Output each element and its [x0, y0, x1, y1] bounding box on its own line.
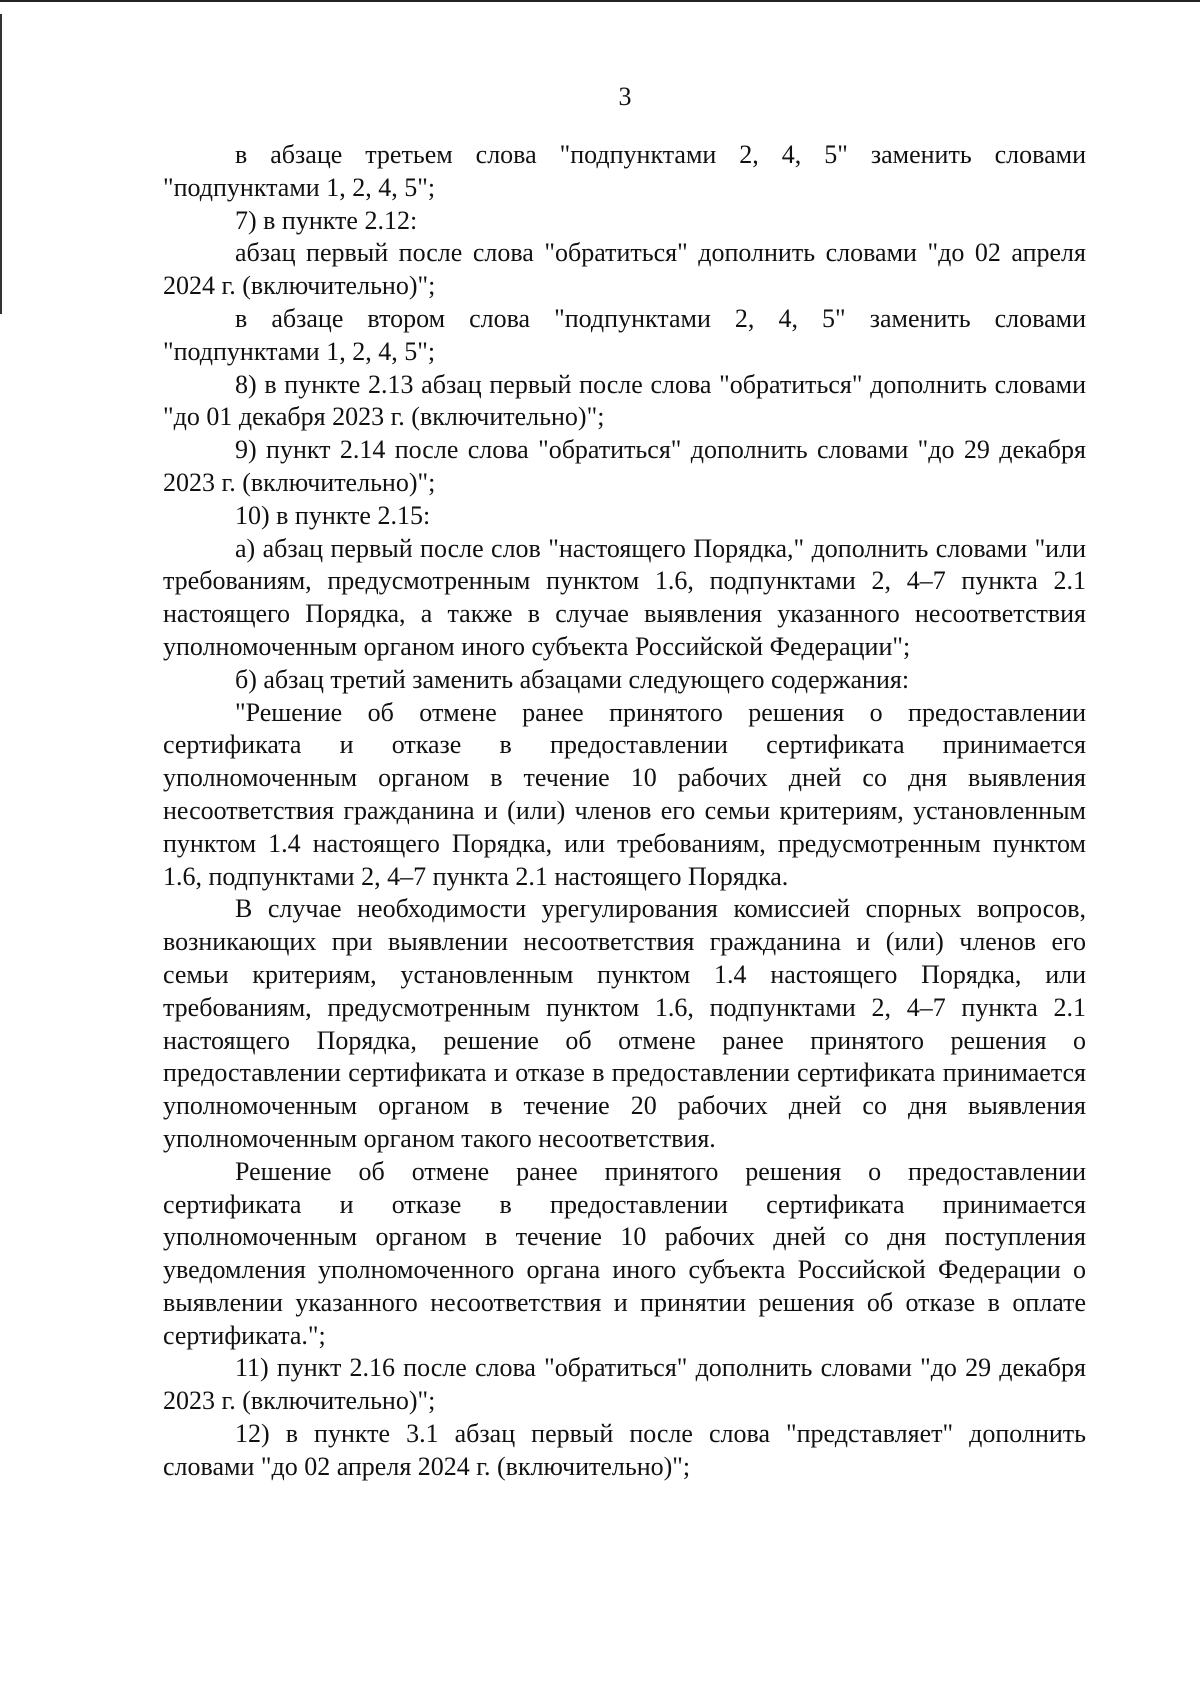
paragraph: б) абзац третий заменить абзацами следующего содержания: [235, 664, 910, 694]
paragraph: в абзаце третьем слова "подпунктами 2, 4, 5" заменить словами "подпунктами 1, 2, 4, 5"; [163, 140, 1086, 202]
page-number: 3 [618, 82, 632, 111]
paragraph: 12) в пункте 3.1 абзац первый после слова "представляет" дополнить словами "до 02 апреля 2024 г. (включительно)"; [163, 1419, 1086, 1481]
paragraph: в абзаце втором слова "подпунктами 2, 4, 5" заменить словами "подпунктами 1, 2, 4, 5"; [163, 303, 1086, 366]
paragraph: а) абзац первый после слов "настоящего Порядка," дополнить словами "или требованиям, предусмотренным пунктом 1.6, подпунктами 2, 4–7 пункта 2.1 настоящего Порядка, а также в случае выявления указанного несоответствия уполномоченным органом иного субъекта Российской Федерации"; [163, 533, 1086, 661]
paragraph: 8) в пункте 2.13 абзац первый после слова "обратиться" дополнить словами "до 01 декабря 2023 г. (включительно)"; [163, 369, 1086, 432]
scan-border-top [0, 0, 1200, 2]
paragraph: 10) в пункте 2.15: [235, 500, 431, 530]
paragraph: 11) пункт 2.16 после слова "обратиться" дополнить словами "до 29 декабря 2023 г. (включительно)"; [163, 1353, 1086, 1416]
paragraph: абзац первый после слова "обратиться" дополнить словами "до 02 апреля 2024 г. (включительно)"; [163, 238, 1086, 301]
paragraph: 9) пункт 2.14 после слова "обратиться" дополнить словами "до 29 декабря 2023 г. (включительно)"; [163, 435, 1086, 497]
paragraph: В случае необходимости урегулирования комиссией спорных вопросов, возникающих при выявлении несоответствия гражданина и (или) членов его семьи критериям, установленным пунктом 1.4 настоящего Порядка, или требованиям, предусмотренным пунктом 1.6, подпунктами 2, 4–7 пункта 2.1 настоящего Порядка, решение об отмене ранее принятого решения о предоставлении сертификата и отказе в предоставлении сертификата принимается уполномоченным органом в течение 20 рабочих дней со дня выявления уполномоченным органом такого несоответствия. [163, 894, 1086, 1153]
document-body [163, 139, 1086, 1484]
paragraph: Решение об отмене ранее принятого решения о предоставлении сертификата и отказе в предоставлении сертификата принимается уполномоченным органом в течение 10 рабочих дней со дня поступления уведомления уполномоченного органа иного субъекта Российской Федерации о выявлении указанного несоответствия и принятии решения об отказе в оплате сертификата."; [163, 1156, 1086, 1350]
paragraph: 7) в пункте 2.12: [235, 205, 418, 235]
paragraph: "Решение об отмене ранее принятого решения о предоставлении сертификата и отказе в предоставлении сертификата принимается уполномоченным органом в течение 10 рабочих дней со дня выявления несоответствия гражданина и (или) членов его семьи критериям, установленным пунктом 1.4 настоящего Порядка, или требованиям, предусмотренным пунктом 1.6, подпунктами 2, 4–7 пункта 2.1 настоящего Порядка. [163, 697, 1086, 891]
scan-border-left [0, 14, 2, 314]
